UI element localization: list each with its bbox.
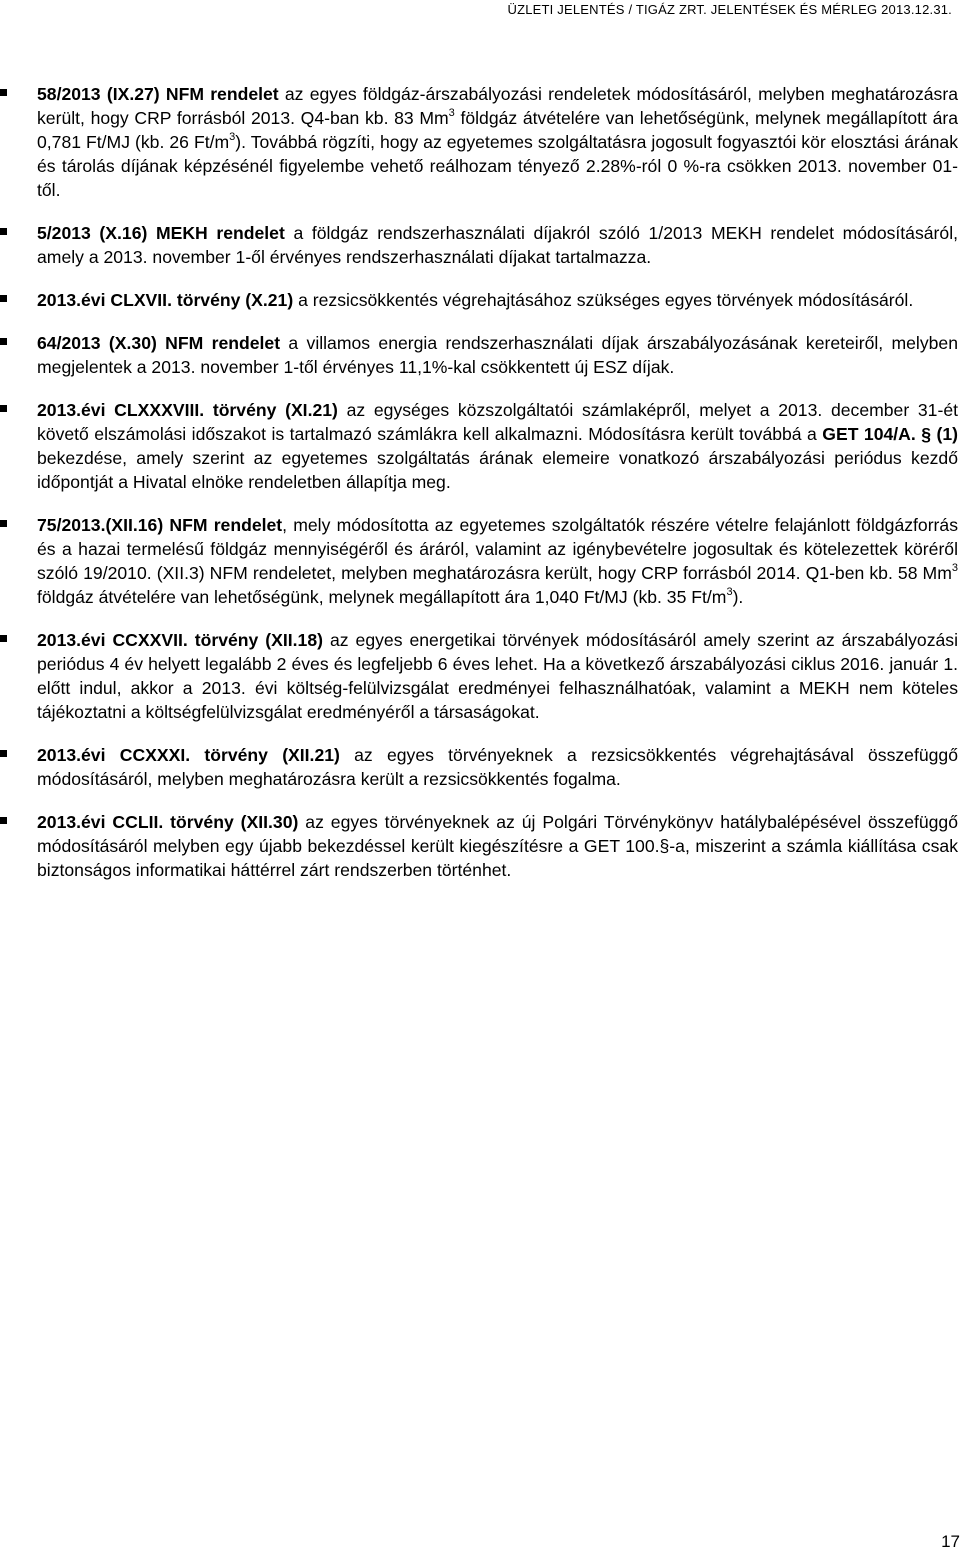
- list-item: [0, 398, 960, 494]
- document-body: [0, 82, 960, 901]
- bullet-icon: [0, 635, 7, 642]
- paragraph-text: 5/2013 (X.16) MEKH rendelet a földgáz rendszerhasználati díjakról szóló 1/2013 MEKH rendelet módosításáról, amely a 2013. november 1-ől érvényes rendszerhasználati díjakat tartalmazza.: [37, 223, 958, 267]
- list-item: [0, 82, 960, 202]
- list-item: [0, 288, 960, 312]
- paragraph-text: 64/2013 (X.30) NFM rendelet a villamos energia rendszerhasználati díjak árszabályozásának kereteiről, melyben megjelentek a 2013. november 1-től érvényes 11,1%-kal csökkentett új ESZ díjak.: [37, 333, 958, 377]
- bullet-icon: [0, 89, 7, 96]
- bullet-icon: [0, 228, 7, 235]
- paragraph-text: 2013.évi CCLII. törvény (XII.30) az egyes törvényeknek az új Polgári Törvénykönyv hatálybalépésével összefüggő módosításáról melyben egy újabb bekezdéssel került kiegészítésre a GET 100.§-a, miszerint a számla kiállítása csak biztonságos informatikai háttérrel zárt rendszerben történhet.: [37, 812, 959, 880]
- list-item: [0, 628, 960, 724]
- bullet-icon: [0, 750, 7, 757]
- page-header: ÜZLETI JELENTÉS / TIGÁZ ZRT. JELENTÉSEK ÉS MÉRLEG 2013.12.31.: [507, 2, 952, 17]
- bullet-icon: [0, 338, 7, 345]
- list-item: [0, 331, 960, 379]
- bullet-icon: [0, 405, 7, 412]
- page-number: 17: [941, 1532, 960, 1551]
- bullet-icon: [0, 295, 7, 302]
- list-item: [0, 810, 960, 882]
- paragraph-text: 2013.évi CCXXVII. törvény (XII.18) az egyes energetikai törvények módosításáról amely szerint az árszabályozási periódus 4 év helyett legalább 2 éves és legfeljebb 6 éves lehet. Ha a következő árszabályozási ciklus 2016. január 1. előtt indul, akkor a 2013. évi költség-felülvizsgálat eredményei felhasználhatóak, valamint a MEKH nem köteles tájékoztatni a költségfelülvizsgálat eredményéről a társaságokat.: [37, 630, 958, 722]
- paragraph-text: 2013.évi CLXXXVIII. törvény (XI.21) az egységes közszolgáltatói számlaképről, melyet a 2013. december 31-ét követő elszámolási időszakot is tartalmazó számlákra kell alkalmazni. Módosításra került továbbá a GET 104/A. § (1) bekezdése, amely szerint az egyetemes szolgáltatás árának elemeire vonatkozó árszabályozási periódus kezdő időpontját a Hivatal elnöke rendeletben állapítja meg.: [37, 400, 958, 492]
- paragraph-text: 75/2013.(XII.16) NFM rendelet, mely módosította az egyetemes szolgáltatók részére vételre felajánlott földgázforrás és a hazai termelésű földgáz mennyiségéről és áráról, valamint az igénybevételre jogosultak és kötelezettek köréről szóló 19/2010. (XII.3) NFM rendeletet, melyben meghatározásra került, hogy CRP forrásból 2014. Q1-ben kb. 58 Mm$^3$ földgáz átvételére van lehetőségünk, melynek megállapított ára 1,040 Ft/MJ (kb. 35 $Ft/m^3$).: [37, 515, 958, 607]
- paragraph-text: 58/2013 (IX.27) NFM rendelet az egyes földgáz-árszabályozási rendeletek módosításáról, melyben meghatározásra került, hogy CRP forrásból 2013. Q4-ban kb. 83 Mm$^3$ földgáz átvételére van lehetőségünk, melynek megállapított ára 0,781 Ft/MJ (kb. 26 $Ft/m^3$). Továbbá rögzíti, hogy az egyetemes szolgáltatásra jogosult fogyasztói kör elosztási árának és tárolás díjának képzésénél figyelembe vehető reálhozam tényező 2.28%-ról 0 %-ra csökken 2013. november 01-től.: [37, 84, 958, 200]
- paragraph-text: 2013.évi CLXVII. törvény (X.21) a rezsicsökkentés végrehajtásához szükséges egyes törvények módosításáról.: [37, 290, 914, 310]
- bullet-icon: [0, 817, 7, 824]
- list-item: [0, 513, 960, 609]
- list-item: [0, 221, 960, 269]
- list-item: [0, 743, 960, 791]
- paragraph-text: 2013.évi CCXXXI. törvény (XII.21) az egyes törvényeknek a rezsicsökkentés végrehajtásával összefüggő módosításáról, melyben meghatározásra került a rezsicsökkentés fogalma.: [37, 745, 958, 789]
- bullet-icon: [0, 520, 7, 527]
